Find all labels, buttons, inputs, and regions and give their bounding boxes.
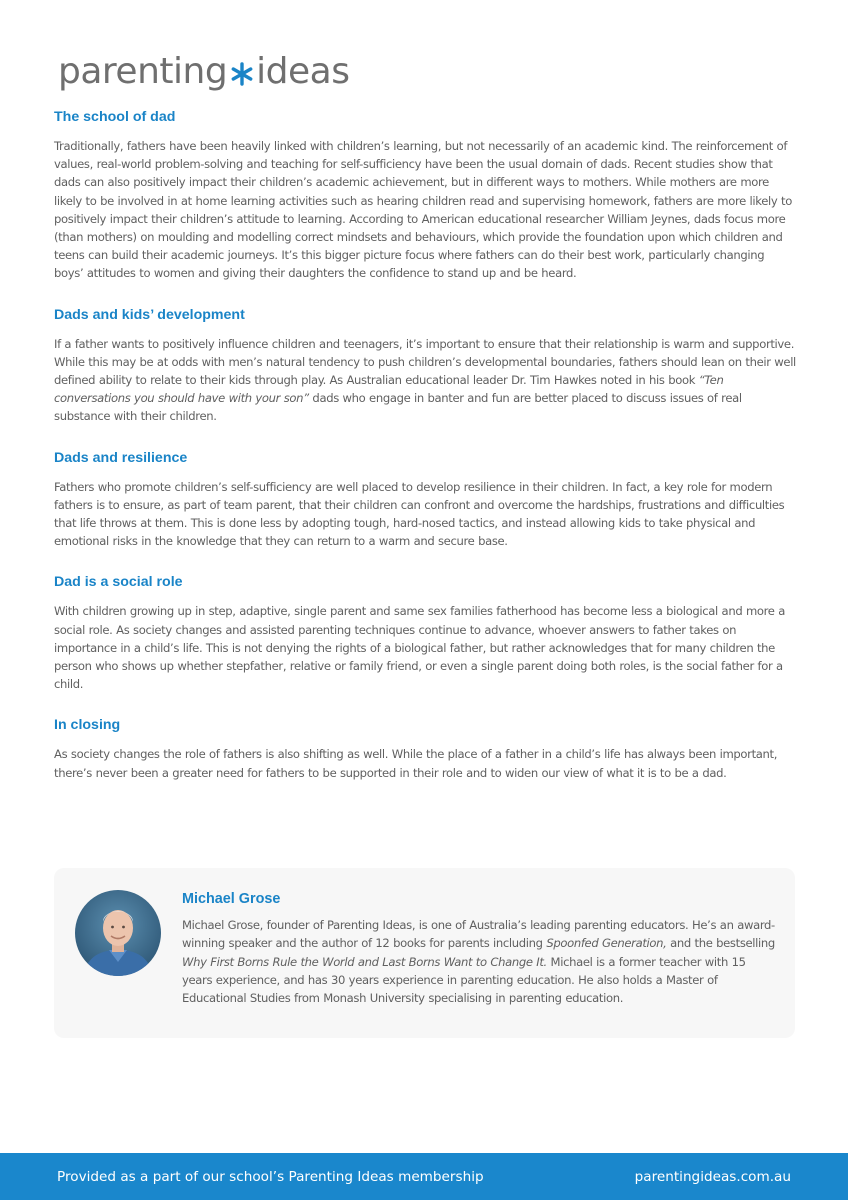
text-run: dads who engage in banter and fun are better placed to discuss issues of real substance with their children. (54, 391, 742, 424)
footer-website-link[interactable]: parentingideas.com.au (634, 1168, 791, 1185)
text-run: Fathers who promote children’s self-sufficiency are well placed to develop resilience in their children. In fact, a key role for modern fathers is to ensure, as part of team parent, that their children can confront and overcome the hardships, frustrations and difficulties that life throws at them. This is done less by adopting tough, hard-nosed tactics, and instead allowing kids to take physical and emotional risks in the knowledge that they can return to a warm and secure base. (54, 479, 785, 549)
author-name: Michael Grose (182, 891, 281, 907)
italic-text-run: Why First Borns Rule the World and Last Borns Want to Change It. (182, 954, 547, 969)
section-heading: Dads and kids’ development (54, 306, 245, 323)
author-card (54, 868, 795, 1038)
italic-text-run: “Ten conversations you should have with your son” (54, 373, 724, 406)
section-paragraph (54, 745, 796, 781)
section-paragraph (54, 478, 796, 551)
avatar (75, 890, 161, 976)
article-body (54, 108, 796, 805)
section-heading: In closing (54, 717, 121, 734)
text-run: With children growing up in step, adaptive, single parent and same sex families fatherhood has become less a biological and more a social role. As society changes and assisted parenting techniques continue to advance, whoever answers to father takes on importance in a child’s life. This is not denying the rights of a biological father, but rather acknowledges that for many children the person who shows up whether stepfather, relative or family friend, or even a single parent doing both roles, is the social father for a child. (54, 604, 785, 692)
italic-text-run: Spoonfed Generation, (546, 936, 667, 951)
section (54, 108, 796, 283)
text-run: Michael Grose, founder of Parenting Ideas, is one of Australia’s leading parenting educators. He’s an award-winning speaker and the author of 12 books for parents including (182, 918, 775, 951)
text-run: If a father wants to positively influence children and teenagers, it’s important to ensure that their relationship is warm and supportive. While this may be at odds with men’s natural tendency to push children’s developmental boundaries, fathers should lean on their well defined ability to relate to their kids through play. As Australian educational leader Dr. Tim Hawkes noted in his book (54, 336, 796, 388)
text-run: As society changes the role of fathers is also shifting as well. While the place of a father in a child’s life has always been important, there’s never been a greater need for fathers to be supported in their role and to widen our view of what it is to be a dad. (54, 747, 778, 780)
text-run: Michael is a former teacher with 15 years experience, and has 30 years experience in parenting education. He also holds a Master of Educational Studies from Monash University specialising in parenting education. (182, 954, 746, 1006)
asterisk-star-icon (230, 62, 254, 86)
section (54, 716, 796, 781)
section (54, 306, 796, 426)
text-run: and the bestselling (666, 936, 775, 951)
text-run: Traditionally, fathers have been heavily linked with children’s learning, but not necessarily of an academic kind. The reinforcement of values, real-world problem-solving and teaching for self-sufficiency have been the usual domain of dads. Recent studies show that dads can also positively impact their children’s academic achievement, but in different ways to mothers. While mothers are more likely to be involved in at home learning activities such as hearing children read and supervising homework, fathers are more likely to positively impact their children’s attitude to learning. According to American educational researcher William Jeynes, dads focus more (than mothers) on moulding and modelling correct mindsets and behaviours, which provide the foundation upon which children and teens can build their academic journeys. It’s this bigger picture focus where fathers can do their best work, particularly changing boys’ attitudes to women and giving their daughters the confidence to stand up and be heard. (54, 139, 792, 281)
author-text (182, 890, 778, 1007)
section-paragraph (54, 137, 796, 283)
parenting-ideas-logo (58, 50, 350, 94)
section (54, 449, 796, 551)
section (54, 573, 796, 693)
section-heading: The school of dad (54, 109, 176, 125)
section-heading: Dads and resilience (54, 449, 188, 466)
section-paragraph (54, 602, 796, 693)
footer-bar (0, 1153, 848, 1200)
logo-word-left: parenting (58, 51, 228, 92)
footer-membership-text: Provided as a part of our school’s Parenting Ideas membership (57, 1168, 484, 1185)
section-paragraph (54, 335, 796, 426)
author-bio (182, 916, 778, 1007)
section-heading: Dad is a social role (54, 574, 183, 591)
logo-word-right: ideas (256, 51, 350, 92)
